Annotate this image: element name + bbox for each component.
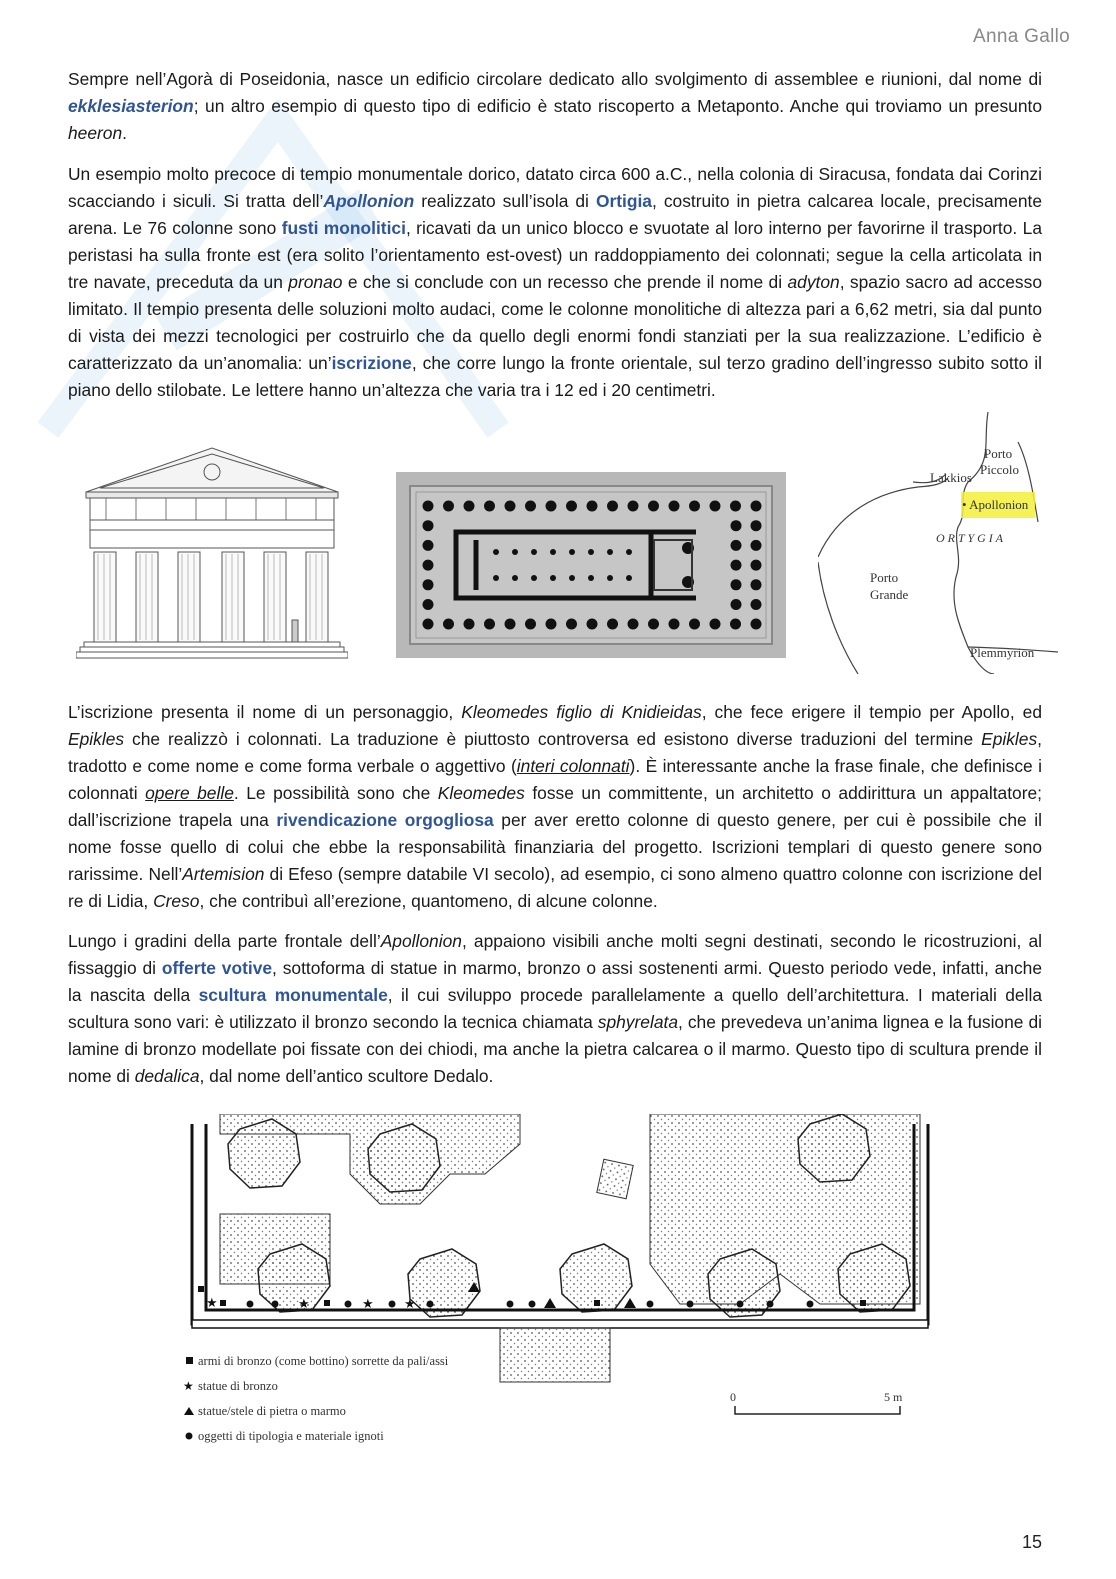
text-run: Lungo i gradini della parte frontale dell’	[68, 931, 381, 951]
column-dot	[550, 549, 556, 555]
paragraph-apollonion	[68, 161, 1042, 404]
highlight-term: Ortigia	[595, 191, 652, 211]
legend-item-armi: armi di bronzo (come bottino) sorrette da pali/assi	[198, 1354, 449, 1368]
text-run: realizzato sull’isola di	[414, 191, 596, 211]
map-label-porto-grande: Porto	[870, 570, 899, 585]
column-dot	[669, 501, 680, 512]
column-dot	[669, 619, 680, 630]
column-dot	[546, 619, 557, 630]
column-dot	[751, 520, 762, 531]
underlined-term: interi colonnati	[516, 756, 630, 776]
highlight-term: rivendicazione orgogliosa	[276, 810, 494, 830]
text-run: per aver eretto colonne di questo genere, per cui è possibile che il nome fosse quello di colui che ebbe la responsabilità finanziaria del progetto. Iscrizioni templari di questo genere sono rarissime. Nell’	[68, 810, 1043, 884]
column-dot	[731, 599, 742, 610]
italic-term: Epikles	[981, 729, 1038, 749]
svg-text:★: ★	[404, 1297, 416, 1312]
italic-term: sphyrelata	[597, 1012, 679, 1032]
text-run: ). È interessante anche la frase finale, che definisce i colonnati	[68, 756, 1042, 803]
column-dot	[566, 619, 577, 630]
map-label-lakkios: Lakkios	[930, 470, 972, 485]
column-dot	[423, 619, 434, 630]
column-dot	[484, 501, 495, 512]
column-dot	[751, 599, 762, 610]
highlight-term: fusti monolitici	[281, 218, 406, 238]
column-dot	[731, 520, 742, 531]
column-dot	[423, 560, 434, 571]
highlight-term: iscrizione	[331, 353, 412, 373]
column-dot	[512, 549, 518, 555]
text-run: ; un altro esempio di questo tipo di edificio è stato riscoperto a Metaponto. Anche qui troviamo un presunto	[193, 96, 1042, 116]
italic-term: pronao	[288, 272, 343, 292]
italic-term: adyton	[787, 272, 840, 292]
highlight-term: Apollonion	[323, 191, 415, 211]
column-dot	[607, 575, 613, 581]
text-run: , sottoforma di statue in marmo, bronzo o assi sostenenti armi. Questo periodo vede, infatti, anche la nascita della	[68, 958, 1042, 1005]
map-label-porto-piccolo: Porto	[984, 446, 1013, 461]
svg-text:★: ★	[206, 1296, 218, 1311]
column-dot	[531, 549, 537, 555]
column-dot	[546, 501, 557, 512]
column-dot	[731, 540, 742, 551]
highlight-term: scultura monumentale	[198, 985, 388, 1005]
square-marker-icon	[186, 1357, 193, 1364]
text-run: , che prevedeva un’anima lignea e la fusione di lamine di bronzo modellate poi fissate con dei chiodi, ma anche la pietra calcarea o il marmo. Questo tipo di scultura prende il nome di	[68, 1012, 1042, 1086]
column-dot	[628, 619, 639, 630]
italic-term: Artemision	[182, 864, 265, 884]
paragraph-ekklesiasterion	[68, 66, 1042, 147]
column-dot	[628, 501, 639, 512]
text-run: , spazio sacro ad accesso limitato. Il tempio presenta delle soluzioni molto audaci, come le colonne monolitiche di altezza pari a 6,62 metri, sia dal punto di vista dei mezzi tecnologici per costruirlo che da quello degli enormi fondi stanziati per la sua realizzazione. L’edificio è caratterizzato da un’anomalia: un’	[68, 272, 1042, 373]
triangle-marker-icon	[184, 1407, 194, 1415]
italic-term: Kleomedes figlio di Knidieidas	[461, 702, 702, 722]
column-dot	[505, 619, 516, 630]
column-dot	[505, 501, 516, 512]
column-dot	[484, 619, 495, 630]
column-dot	[626, 575, 632, 581]
column-dot	[423, 599, 434, 610]
column-dot	[587, 619, 598, 630]
column-dot	[607, 501, 618, 512]
column-dot	[607, 549, 613, 555]
column-dot	[464, 619, 475, 630]
column-dot	[443, 619, 454, 630]
column-dot	[731, 579, 742, 590]
underlined-term: opere belle	[145, 783, 234, 803]
author-name: Anna Gallo	[972, 26, 1070, 47]
text-run: fosse un committente, un architetto o addirittura un appaltatore; dall’iscrizione trapela una	[68, 783, 1042, 830]
stylobate-plan-drawing	[180, 1114, 956, 1454]
column-dot	[751, 560, 762, 571]
column-dot	[710, 501, 721, 512]
scale-bar	[730, 1390, 903, 1414]
map-label-porto-piccolo: Piccolo	[980, 462, 1019, 477]
column-dot	[493, 575, 499, 581]
text-run: e che si conclude con un recesso che prende il nome di	[342, 272, 788, 292]
paragraph-offerte-votive	[68, 928, 1042, 1090]
scale-end-label: 5 m	[884, 1390, 903, 1404]
column-dot	[550, 575, 556, 581]
column-dot	[751, 501, 762, 512]
map-label-ortygia: O R T Y G I A	[936, 531, 1003, 545]
column-dot	[648, 619, 659, 630]
text-run: , appaiono visibili anche molti segni destinati, secondo le ricostruzioni, al fissaggio di	[68, 931, 1042, 978]
column-dot	[626, 549, 632, 555]
text-run: , che fece erigere il tempio per Apollo, ed	[701, 702, 1043, 722]
svg-text:★: ★	[298, 1297, 310, 1312]
page-number: 15	[1021, 1532, 1042, 1552]
column-dot	[566, 501, 577, 512]
column-dot	[423, 579, 434, 590]
column-dot	[423, 520, 434, 531]
paragraph-iscrizione	[68, 699, 1042, 915]
scale-start-label: 0	[730, 1390, 736, 1404]
column-dot	[531, 575, 537, 581]
column-dot	[569, 575, 575, 581]
column-dot	[648, 501, 659, 512]
italic-term: Epikles	[68, 729, 125, 749]
column-dot	[751, 619, 762, 630]
column-dot	[569, 549, 575, 555]
column-dot	[730, 501, 741, 512]
column-dot	[587, 501, 598, 512]
legend-item-oggetti-ignoti: oggetti di tipologia e materiale ignoti	[198, 1429, 384, 1443]
italic-term: dedalica	[134, 1066, 200, 1086]
text-run: di Efeso (sempre databile VI secolo), ad esempio, ci sono almeno quattro colonne con iscrizione del re di Lidia,	[68, 864, 1042, 911]
column-dot	[751, 579, 762, 590]
ortygia-map	[818, 412, 1058, 674]
column-dot	[731, 560, 742, 571]
legend-item-statue-pietra: statue/stele di pietra o marmo	[198, 1404, 346, 1418]
map-label-plemmyrion: Plemmyrion	[970, 645, 1035, 660]
italic-term: heeron	[68, 123, 123, 143]
text-run: , che corre lungo la fronte orientale, sul terzo gradino dell’ingresso subito sotto il piano dello stilobate. Le lettere hanno un’altezza che varia tra i 12 ed i 20 centimetri.	[68, 353, 1043, 400]
svg-text:★: ★	[362, 1297, 374, 1312]
column-dot	[493, 549, 499, 555]
text-run: che realizzò i colonnati. La traduzione è piuttosto controversa ed esistono diverse traduzioni del termine	[124, 729, 982, 749]
text-run: , ricavati da un unico blocco e svuotate al loro interno per favorirne il trasporto. La peristasi ha sulla fronte est (era solito l’orientamento est-ovest) un raddoppiamento dei colonnati; segue la cella articolata in tre navate, preceduta da un	[68, 218, 1042, 292]
italic-term: Creso	[153, 891, 200, 911]
legend-item-statue-bronzo: statue di bronzo	[198, 1379, 278, 1393]
temple-plan-photo	[396, 472, 786, 658]
text-run: , dal nome dell’antico scultore Dedalo.	[199, 1066, 494, 1086]
text-run: .	[122, 123, 127, 143]
column-dot	[689, 619, 700, 630]
column-dot	[710, 619, 721, 630]
column-dot	[443, 501, 454, 512]
italic-term: Kleomedes	[437, 783, 525, 803]
column-dot	[512, 575, 518, 581]
column-dot	[689, 501, 700, 512]
text-run: L’iscrizione presenta il nome di un personaggio,	[68, 702, 462, 722]
temple-elevation-drawing	[76, 440, 348, 662]
circle-marker-icon	[186, 1433, 193, 1440]
text-run: Sempre nell’Agorà di Poseidonia, nasce un edificio circolare dedicato allo svolgimento di assemblee e riunioni, dal nome di	[68, 69, 1042, 89]
text-run: . Le possibilità sono che	[233, 783, 438, 803]
column-dot	[588, 549, 594, 555]
column-dot	[423, 501, 434, 512]
column-dot	[423, 540, 434, 551]
column-dot	[730, 619, 741, 630]
map-label-porto-grande: Grande	[870, 587, 909, 602]
column-dot	[525, 619, 536, 630]
column-dot	[607, 619, 618, 630]
column-dot	[751, 540, 762, 551]
text-run: , costruito in pietra calcarea locale, precisamente arena. Le 76 colonne sono	[68, 191, 1043, 238]
column-dot	[464, 501, 475, 512]
highlight-term: offerte votive	[161, 958, 273, 978]
italic-term: Apollonion	[380, 931, 462, 951]
text-run: , il cui sviluppo procede parallelamente a quello dell’architettura. I materiali della scultura sono vari: è utilizzato il bronzo secondo la tecnica chiamata	[68, 985, 1042, 1032]
map-label-apollonion: • Apollonion	[962, 497, 1029, 512]
text-run: , tradotto e come nome e come forma verbale o aggettivo (	[68, 729, 1042, 776]
column-dot	[588, 575, 594, 581]
text-run: , che contribuì all’erezione, quantomeno, di alcune colonne.	[199, 891, 658, 911]
star-marker-icon: ★	[183, 1379, 194, 1393]
column-dot	[525, 501, 536, 512]
text-run: Un esempio molto precoce di tempio monumentale dorico, datato circa 600 a.C., nella colonia di Siracusa, fondata dai Corinzi scacciando i siculi. Si tratta dell’	[68, 164, 1042, 211]
highlight-term: ekklesiasterion	[68, 96, 194, 116]
